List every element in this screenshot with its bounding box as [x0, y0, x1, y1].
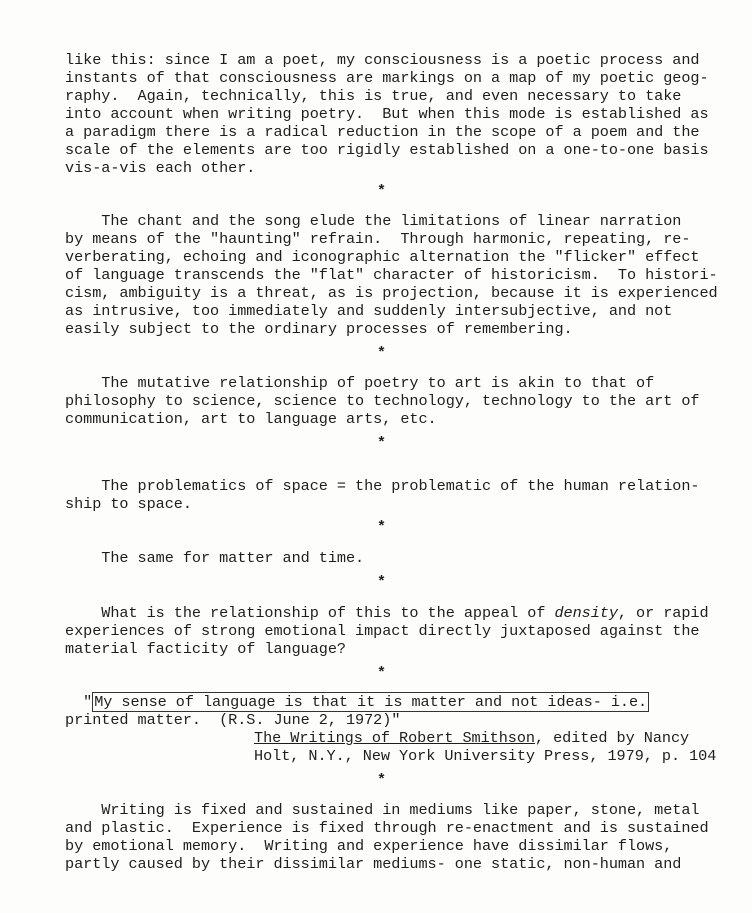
section-separator-5: * [377, 574, 387, 591]
paragraph-3-line-2: philosophy to science, science to technology, technology to the art of [65, 392, 700, 410]
citation-line-1 [254, 729, 689, 747]
section-separator-7: * [377, 772, 387, 789]
paragraph-1-line-7: vis-a-vis each other. [65, 159, 256, 177]
section-separator-4: * [377, 519, 387, 536]
quote-text-start: My sense of language is that it is matter and not ideas- i.e. [94, 693, 648, 711]
paragraph-1-line-2: instants of that consciousness are markings on a map of my poetic geog- [65, 69, 709, 87]
section-separator-6: * [377, 665, 387, 682]
emphasis-density: density [554, 604, 618, 622]
paragraph-2-line-7: easily subject to the ordinary processes of remembering. [65, 320, 573, 338]
paragraph-1-line-6: scale of the elements are too rigidly established on a one-to-one basis [65, 141, 709, 159]
citation-title: The Writings of Robert Smithson [254, 729, 535, 747]
paragraph-7-line-1: Writing is fixed and sustained in mediums like paper, stone, metal [65, 801, 700, 819]
citation-editor: , edited by Nancy [534, 729, 690, 747]
paragraph-2-line-3: verberating, echoing and iconographic alternation the "flicker" effect [65, 248, 700, 266]
citation-line-2: Holt, N.Y., New York University Press, 1979, p. 104 [254, 747, 717, 765]
paragraph-6-line-1-start: What is the relationship of this to the appeal of [65, 604, 555, 622]
paragraph-3-line-1: The mutative relationship of poetry to art is akin to that of [65, 374, 655, 392]
paragraph-3-line-3: communication, art to language arts, etc. [65, 410, 437, 428]
paragraph-7-line-3: by emotional memory. Writing and experience have dissimilar flows, [65, 837, 673, 855]
paragraph-5-line-1: The same for matter and time. [65, 549, 365, 567]
paragraph-1-line-3: raphy. Again, technically, this is true, and even necessary to take [65, 87, 682, 105]
paragraph-4-line-1: The problematics of space = the problematic of the human relation- [65, 477, 700, 495]
paragraph-6-line-1-end: , or rapid [617, 604, 709, 622]
paragraph-2-line-5: cism, ambiguity is a threat, as is projection, because it is experienced [65, 284, 718, 302]
paragraph-6-line-1 [65, 604, 709, 622]
paragraph-1-line-4: into account when writing poetry. But when this mode is established as [65, 105, 709, 123]
paragraph-6-line-3: material facticity of language? [65, 640, 346, 658]
quote-line-1 [65, 693, 649, 711]
quote-open-mark: " [65, 693, 93, 711]
paragraph-4-line-2: ship to space. [65, 495, 192, 513]
quote-text-end: printed matter. (R.S. June 2, 1972) [65, 711, 392, 729]
quote-line-2 [65, 711, 400, 729]
paragraph-6-line-2: experiences of strong emotional impact directly juxtaposed against the [65, 622, 700, 640]
section-separator-3: * [377, 435, 387, 452]
section-separator-1: * [377, 183, 387, 200]
paragraph-2-line-1: The chant and the song elude the limitations of linear narration [65, 212, 682, 230]
quote-close-mark: " [391, 711, 401, 729]
paragraph-1-line-1: like this: since I am a poet, my consciousness is a poetic process and [65, 51, 700, 69]
paragraph-2-line-6: as intrusive, too immediately and suddenly intersubjective, and not [65, 302, 673, 320]
paragraph-2-line-2: by means of the "haunting" refrain. Through harmonic, repeating, re- [65, 230, 691, 248]
paragraph-7-line-2: and plastic. Experience is fixed through re-enactment and is sustained [65, 819, 709, 837]
paragraph-2-line-4: of language transcends the "flat" character of historicism. To histori- [65, 266, 718, 284]
paragraph-7-line-4: partly caused by their dissimilar mediums- one static, non-human and [65, 855, 682, 873]
section-separator-2: * [377, 345, 387, 362]
paragraph-1-line-5: a paradigm there is a radical reduction in the scope of a poem and the [65, 123, 700, 141]
